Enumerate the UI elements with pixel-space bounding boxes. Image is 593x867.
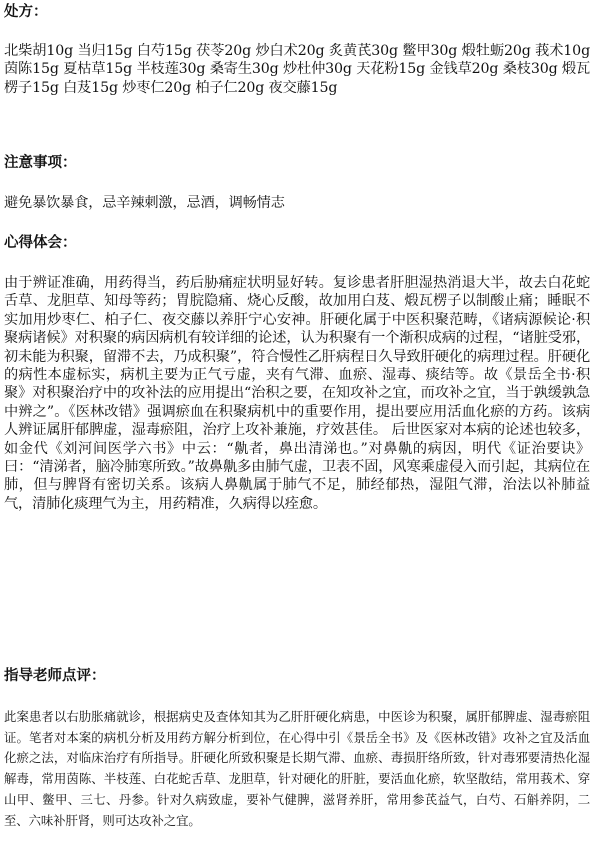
- prescription-text: 北柴胡10g 当归15g 白芍15g 茯苓20g 炒白术20g 炙黄芪30g 鳖甲30g 煅牡蛎20g 莪术10g 茵陈15g 夏枯草15g 半枝莲30g 桑寄生30g 炒杜仲30g 天花粉15g 金钱草20g 桑枝30g 煅瓦楞子15g 白芨15g 炒枣仁20g 柏子仁20g 夜交藤15g: [4, 43, 590, 96]
- mentor-comment-heading: 指导老师点评：: [4, 668, 106, 684]
- prescription-heading: 处方：: [4, 4, 48, 20]
- precautions-text: 避免暴饮暴食，忌辛辣刺激，忌酒，调畅情志: [4, 195, 285, 211]
- reflections-heading: 心得体会：: [4, 235, 77, 251]
- mentor-comment-text: 此案患者以右肋胀痛就诊，根据病史及查体知其为乙肝肝硬化病患，中医诊为积聚，属肝郁脾虚、湿毒瘀阻证。笔者对本案的病机分析及用药方解分析到位，在心得中引《景岳全书》及《医林改错》攻补之宜及活血化瘀之法，对临床治疗有所指导。肝硬化所致积聚是长期气滞、血瘀、毒损肝络所致，针对毒邪要清热化湿解毒，常用茵陈、半枝莲、白花蛇舌草、龙胆草，针对硬化的肝脏，要活血化瘀，软坚散结，常用莪术、穿山甲、鳖甲、三七、丹参。针对久病致虚，要补气健脾，滋肾养肝，常用参芪益气，白芍、石斛养阴，二至、六味补肝肾，则可达攻补之宜。: [4, 709, 590, 828]
- reflections-text: 由于辨证准确，用药得当，药后胁痛症状明显好转。复诊患者肝胆湿热消退大半，故去白花蛇舌草、龙胆草、知母等药；胃脘隐痛、烧心反酸，故加用白芨、煅瓦楞子以制酸止痛；睡眠不实加用炒枣仁、柏子仁、夜交藤以养肝宁心安神。肝硬化属于中医积聚范畴，《诸病源候论·积聚病诸候》对积聚的病因病机有较详细的论述，认为积聚有一个渐积成病的过程，“诸脏受邪，初未能为积聚，留滞不去，乃成积聚”，符合慢性乙肝病程日久导致肝硬化的病理过程。肝硬化的病性本虚标实，病机主要为正气亏虚，夹有气滞、血瘀、湿毒、痰结等。故《景岳全书·积聚》对积聚治疗中的攻补法的应用提出“治积之要，在知攻补之宜，而攻补之宜，当于孰缓孰急中辨之”。《医林改错》强调瘀血在积聚病机中的重要作用，提出要应用活血化瘀的方药。该病人辨证属肝郁脾虚，湿毒瘀阻，治疗上攻补兼施，疗效甚佳。 后世医家对本病的论述也较多，如金代《刘河间医学六书》中云：“鼽者，鼻出清涕也。”对鼻鼽的病因，明代《证治要诀》曰：“清涕者，脑冷肺寒所致。”故鼻鼽多由肺气虚，卫表不固，风寒乘虚侵入而引起，其病位在肺，但与脾肾有密切关系。该病人鼻鼽属于肺气不足，肺经郁热，湿阻气滞，治法以补肺益气，清肺化痰理气为主，用药精准，久病得以痊愈。: [4, 275, 590, 512]
- precautions-heading: 注意事项：: [4, 155, 77, 171]
